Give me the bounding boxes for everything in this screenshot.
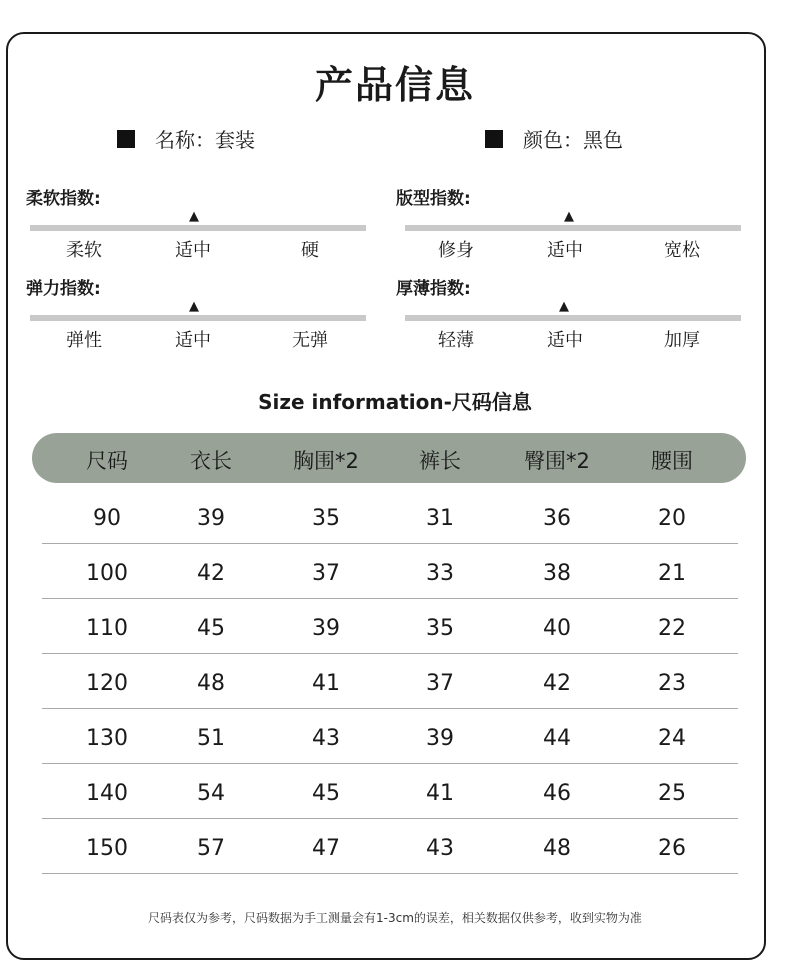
scale-label: 弹力指数: — [26, 279, 101, 299]
table-cell: 37 — [312, 561, 340, 586]
table-cell: 46 — [543, 781, 571, 806]
header-cell: 胸围*2 — [293, 449, 359, 473]
row-divider — [42, 873, 738, 874]
table-cell: 43 — [426, 836, 454, 861]
table-cell: 130 — [86, 726, 128, 751]
table-cell: 39 — [312, 616, 340, 641]
product-color-text: 颜色：黑色 — [523, 128, 623, 152]
product-name — [117, 124, 255, 153]
table-cell: 26 — [658, 836, 686, 861]
table-cell: 36 — [543, 506, 571, 531]
table-row — [0, 488, 790, 543]
scale-option: 硬 — [301, 240, 319, 261]
header-cell: 衣长 — [190, 449, 232, 473]
table-cell: 24 — [658, 726, 686, 751]
table-cell: 54 — [197, 781, 225, 806]
table-cell: 57 — [197, 836, 225, 861]
table-cell: 110 — [86, 616, 128, 641]
table-cell: 31 — [426, 506, 454, 531]
table-row — [0, 543, 790, 598]
scale-option: 适中 — [547, 330, 583, 351]
triangle-marker-icon: ▲ — [189, 299, 199, 314]
table-row — [0, 763, 790, 818]
scale-label: 版型指数: — [396, 189, 471, 209]
table-cell: 35 — [312, 506, 340, 531]
table-cell: 140 — [86, 781, 128, 806]
scale-option: 适中 — [547, 240, 583, 261]
triangle-marker-icon: ▲ — [189, 209, 199, 224]
table-cell: 38 — [543, 561, 571, 586]
page-title: 产品信息 — [314, 63, 475, 107]
table-cell: 90 — [93, 506, 121, 531]
table-cell: 47 — [312, 836, 340, 861]
table-cell: 48 — [543, 836, 571, 861]
table-row — [0, 818, 790, 873]
scale-option: 柔软 — [66, 240, 102, 261]
table-row — [0, 598, 790, 653]
size-table-header — [32, 433, 746, 483]
scale-option: 无弹 — [292, 330, 328, 351]
header-cell: 臀围*2 — [524, 449, 590, 473]
table-cell: 100 — [86, 561, 128, 586]
header-cell: 腰围 — [651, 449, 693, 473]
table-cell: 21 — [658, 561, 686, 586]
table-cell: 45 — [197, 616, 225, 641]
table-cell: 40 — [543, 616, 571, 641]
table-cell: 39 — [426, 726, 454, 751]
product-name-text: 名称：套装 — [155, 128, 255, 152]
triangle-marker-icon: ▲ — [564, 209, 574, 224]
scale-label: 柔软指数: — [26, 189, 101, 209]
measurement-note: 尺码表仅为参考，尺码数据为手工测量会有1-3cm的误差，相关数据仅供参考，收到实物为准 — [148, 911, 642, 925]
table-cell: 39 — [197, 506, 225, 531]
header-cell: 尺码 — [86, 449, 128, 473]
table-cell: 25 — [658, 781, 686, 806]
table-cell: 48 — [197, 671, 225, 696]
scale-option: 修身 — [438, 240, 474, 261]
table-cell: 42 — [543, 671, 571, 696]
table-cell: 33 — [426, 561, 454, 586]
table-cell: 43 — [312, 726, 340, 751]
size-section-title: Size information-尺码信息 — [258, 390, 532, 414]
scale-bar — [405, 315, 741, 321]
table-cell: 42 — [197, 561, 225, 586]
table-cell: 45 — [312, 781, 340, 806]
table-cell: 35 — [426, 616, 454, 641]
table-cell: 22 — [658, 616, 686, 641]
table-cell: 120 — [86, 671, 128, 696]
table-cell: 41 — [426, 781, 454, 806]
scale-option: 加厚 — [664, 330, 700, 351]
scale-option: 适中 — [175, 240, 211, 261]
scale-bar — [30, 315, 366, 321]
scale-option: 适中 — [175, 330, 211, 351]
scale-bar — [30, 225, 366, 231]
header-cell: 裤长 — [419, 449, 461, 473]
square-bullet-icon — [485, 130, 503, 148]
table-cell: 51 — [197, 726, 225, 751]
table-cell: 44 — [543, 726, 571, 751]
square-bullet-icon — [117, 130, 135, 148]
scale-bar — [405, 225, 741, 231]
scale-option: 弹性 — [66, 330, 102, 351]
table-cell: 37 — [426, 671, 454, 696]
scale-label: 厚薄指数: — [396, 279, 471, 299]
triangle-marker-icon: ▲ — [559, 299, 569, 314]
table-cell: 20 — [658, 506, 686, 531]
scale-option: 宽松 — [664, 240, 700, 261]
table-cell: 150 — [86, 836, 128, 861]
table-cell: 41 — [312, 671, 340, 696]
table-row — [0, 653, 790, 708]
scale-option: 轻薄 — [438, 330, 474, 351]
product-color — [485, 124, 623, 153]
table-cell: 23 — [658, 671, 686, 696]
table-row — [0, 708, 790, 763]
